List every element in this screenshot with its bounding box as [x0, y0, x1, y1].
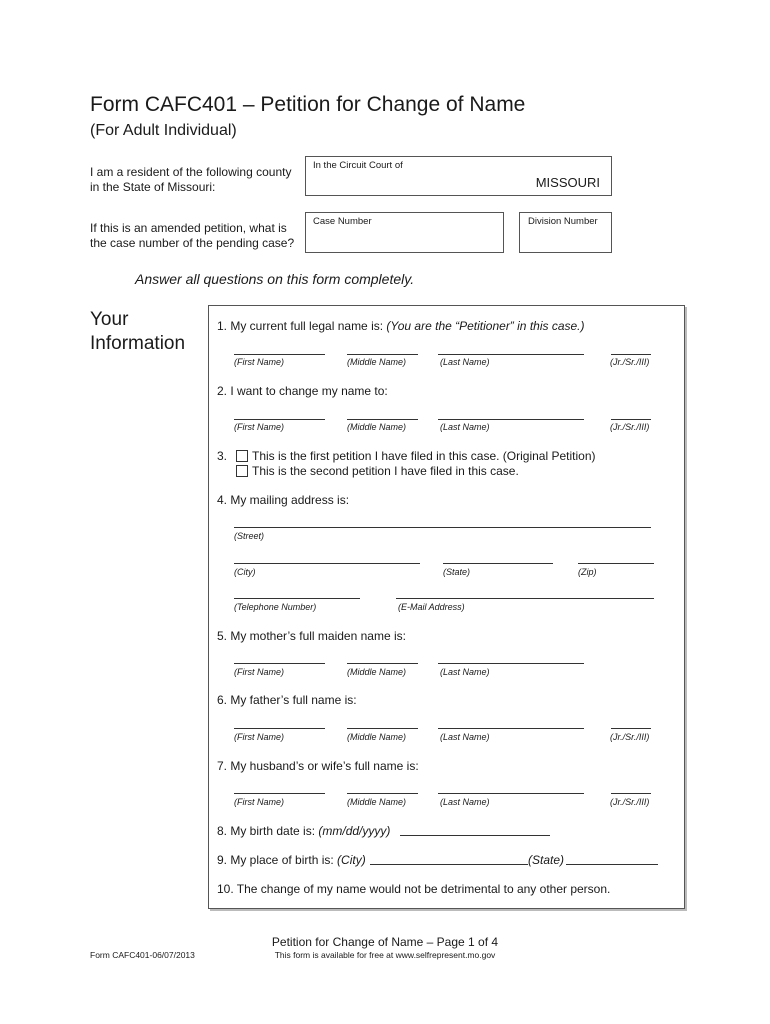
caption-telephone: (Telephone Number) [234, 602, 317, 612]
question-7: 7. My husband’s or wife’s full name is: [217, 759, 419, 773]
question-8-text: 8. My birth date is: [217, 824, 319, 838]
question-6: 6. My father’s full name is: [217, 693, 357, 707]
q6-last-name-field[interactable] [438, 728, 584, 729]
question-8 [217, 824, 390, 838]
question-9-state-label: (State) [528, 853, 565, 867]
form-id: Form CAFC401-06/07/2013 [90, 950, 195, 960]
caption-first-name: (First Name) [234, 732, 284, 742]
caption-suffix: (Jr./Sr./III) [610, 357, 650, 367]
page-label: Petition for Change of Name – Page 1 of 4 [271, 935, 499, 949]
free-form-note: This form is available for free at www.selfrepresent.mo.gov [274, 950, 496, 960]
telephone-field[interactable] [234, 598, 360, 599]
caption-last-name: (Last Name) [440, 797, 490, 807]
caption-zip: (Zip) [578, 567, 597, 577]
caption-suffix: (Jr./Sr./III) [610, 422, 650, 432]
q6-middle-name-field[interactable] [347, 728, 418, 729]
q7-suffix-field[interactable] [611, 793, 651, 794]
question-10: 10. The change of my name would not be detrimental to any other person. [217, 882, 611, 896]
q7-middle-name-field[interactable] [347, 793, 418, 794]
question-3-number: 3. [217, 449, 228, 463]
caption-state: (State) [443, 567, 471, 577]
zip-field[interactable] [578, 563, 654, 564]
q2-middle-name-field[interactable] [347, 419, 418, 420]
division-number-label: Division Number [528, 216, 598, 227]
section-title-line2: Information [90, 333, 186, 354]
caption-last-name: (Last Name) [440, 357, 490, 367]
caption-first-name: (First Name) [234, 357, 284, 367]
city-field[interactable] [234, 563, 420, 564]
caption-suffix: (Jr./Sr./III) [610, 732, 650, 742]
q6-first-name-field[interactable] [234, 728, 325, 729]
question-9-city-label: (City) [337, 853, 366, 867]
birth-state-field[interactable] [566, 864, 658, 865]
q2-first-name-field[interactable] [234, 419, 325, 420]
question-4: 4. My mailing address is: [217, 493, 350, 507]
question-9-text: 9. My place of birth is: [217, 853, 338, 867]
q1-suffix-field[interactable] [611, 354, 651, 355]
question-1-note: (You are the “Petitioner” in this case.) [386, 319, 585, 333]
street-field[interactable] [234, 527, 651, 528]
q1-first-name-field[interactable] [234, 354, 325, 355]
state-value: MISSOURI [535, 175, 600, 190]
question-9 [217, 853, 366, 867]
caption-middle-name: (Middle Name) [347, 422, 407, 432]
division-number-field[interactable] [519, 212, 612, 253]
birth-city-field[interactable] [370, 864, 528, 865]
q5-first-name-field[interactable] [234, 663, 325, 664]
caption-middle-name: (Middle Name) [347, 667, 407, 677]
email-field[interactable] [396, 598, 654, 599]
question-8-format: (mm/dd/yyyy) [318, 824, 391, 838]
question-1-text: 1. My current full legal name is: [217, 319, 387, 333]
q6-suffix-field[interactable] [611, 728, 651, 729]
caption-middle-name: (Middle Name) [347, 797, 407, 807]
q1-middle-name-field[interactable] [347, 354, 418, 355]
caption-suffix: (Jr./Sr./III) [610, 797, 650, 807]
caption-city: (City) [234, 567, 256, 577]
section-title [90, 308, 185, 356]
question-5: 5. My mother’s full maiden name is: [217, 629, 406, 643]
caption-street: (Street) [234, 531, 265, 541]
caption-first-name: (First Name) [234, 797, 284, 807]
caption-first-name: (First Name) [234, 667, 284, 677]
q2-last-name-field[interactable] [438, 419, 584, 420]
second-petition-checkbox[interactable] [236, 465, 248, 477]
q1-last-name-field[interactable] [438, 354, 584, 355]
instruction-text: Answer all questions on this form completely. [135, 271, 415, 287]
original-petition-checkbox[interactable] [236, 450, 248, 462]
question-2: 2. I want to change my name to: [217, 384, 388, 398]
q5-last-name-field[interactable] [438, 663, 584, 664]
original-petition-label: This is the first petition I have filed in this case. (Original Petition) [252, 449, 596, 463]
circuit-court-field[interactable] [305, 156, 612, 196]
birth-date-field[interactable] [400, 835, 550, 836]
caption-email: (E-Mail Address) [398, 602, 465, 612]
form-subtitle: (For Adult Individual) [90, 122, 237, 139]
case-number-label: Case Number [313, 216, 372, 227]
caption-last-name: (Last Name) [440, 422, 490, 432]
caption-middle-name: (Middle Name) [347, 357, 407, 367]
caption-last-name: (Last Name) [440, 667, 490, 677]
amended-label-line1: If this is an amended petition, what is [90, 221, 287, 235]
residency-label-line1: I am a resident of the following county [90, 165, 292, 179]
q2-suffix-field[interactable] [611, 419, 651, 420]
caption-first-name: (First Name) [234, 422, 284, 432]
residency-label-line2: in the State of Missouri: [90, 180, 216, 194]
caption-last-name: (Last Name) [440, 732, 490, 742]
second-petition-label: This is the second petition I have filed in this case. [252, 464, 519, 478]
q7-last-name-field[interactable] [438, 793, 584, 794]
q5-middle-name-field[interactable] [347, 663, 418, 664]
amended-label-line2: the case number of the pending case? [90, 236, 295, 250]
section-title-line1: Your [90, 309, 129, 330]
q7-first-name-field[interactable] [234, 793, 325, 794]
residency-label [90, 165, 291, 195]
circuit-court-label: In the Circuit Court of [313, 160, 403, 171]
form-title: Form CAFC401 – Petition for Change of Name [90, 93, 526, 116]
question-1 [217, 319, 585, 333]
state-field[interactable] [443, 563, 553, 564]
caption-middle-name: (Middle Name) [347, 732, 407, 742]
case-number-field[interactable] [305, 212, 504, 253]
amended-label [90, 221, 294, 251]
